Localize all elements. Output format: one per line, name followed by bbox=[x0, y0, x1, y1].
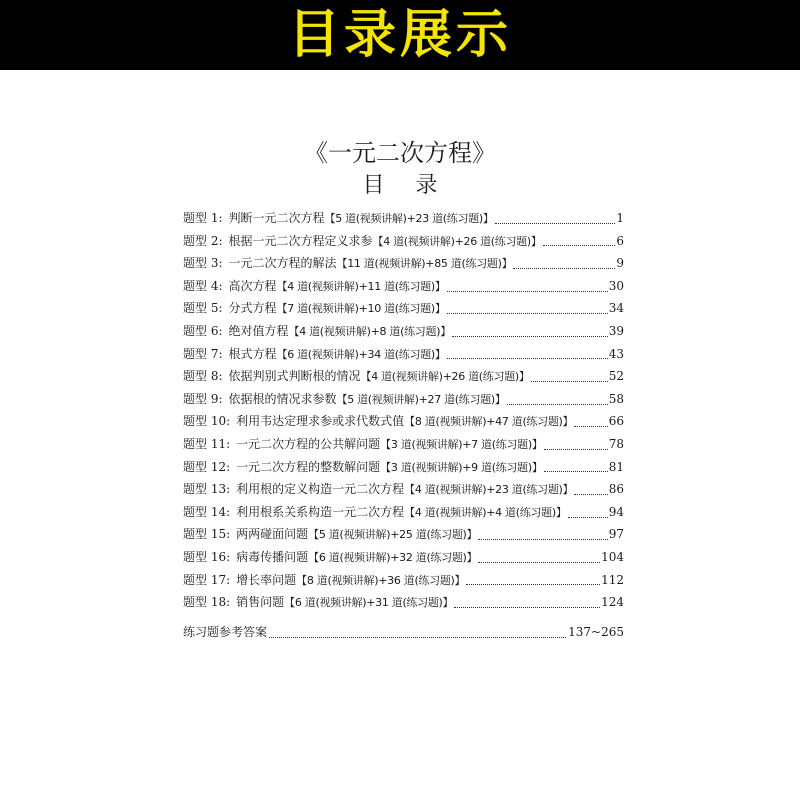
toc-entry-note: 【4 道(视频讲解)+26 道(练习题)】 bbox=[372, 234, 542, 248]
toc-entry-page: 58 bbox=[608, 391, 624, 406]
toc-entry-label: 题型 7: bbox=[183, 346, 223, 361]
toc-entry bbox=[183, 343, 624, 366]
answers-entry bbox=[183, 622, 624, 642]
toc-entry-title: 利用根系关系构造一元二次方程 bbox=[236, 504, 405, 519]
toc-entry-note: 【4 道(视频讲解)+8 道(练习题)】 bbox=[288, 324, 451, 338]
toc-entry-title: 利用根的定义构造一元二次方程 bbox=[236, 482, 405, 497]
toc-entry-label: 题型 9: bbox=[183, 391, 223, 406]
toc-entry bbox=[183, 207, 624, 230]
dot-leader bbox=[544, 471, 608, 472]
toc-entry-note: 【8 道(视频讲解)+47 道(练习题)】 bbox=[404, 415, 574, 429]
toc-entry-label: 题型 3: bbox=[183, 256, 223, 271]
toc-entry-page: 94 bbox=[608, 504, 624, 519]
dot-leader bbox=[447, 291, 608, 292]
dot-leader bbox=[507, 404, 608, 405]
toc-entry-note: 【5 道(视频讲解)+23 道(练习题)】 bbox=[324, 212, 494, 225]
answers-title: 练习题参考答案 bbox=[183, 625, 268, 639]
toc-entry-note: 【4 道(视频讲解)+4 道(练习题)】 bbox=[404, 505, 567, 519]
toc-entry-note: 【3 道(视频讲解)+7 道(练习题)】 bbox=[380, 437, 543, 451]
toc-entry bbox=[183, 523, 624, 546]
dot-leader bbox=[466, 584, 600, 585]
toc-entry-note: 【5 道(视频讲解)+27 道(练习题)】 bbox=[336, 392, 506, 406]
toc-entry-note: 【3 道(视频讲解)+9 道(练习题)】 bbox=[380, 460, 543, 474]
dot-leader bbox=[544, 449, 608, 450]
document-title: 《一元二次方程》 bbox=[304, 139, 496, 167]
toc-entry-label: 题型 11: bbox=[183, 436, 231, 451]
toc-entry-label: 题型 13: bbox=[183, 482, 231, 497]
toc-entry bbox=[183, 275, 624, 298]
toc-entry-note: 【5 道(视频讲解)+25 道(练习题)】 bbox=[308, 528, 478, 542]
toc-entry-title: 增长率问题 bbox=[236, 572, 297, 587]
toc-entry-label: 题型 1: bbox=[183, 211, 223, 225]
toc-entry bbox=[183, 433, 624, 456]
toc-entry-title: 利用韦达定理求参或求代数式值 bbox=[236, 414, 405, 429]
toc-entry-label: 题型 5: bbox=[183, 301, 223, 316]
dot-leader bbox=[574, 494, 607, 495]
toc-entry bbox=[183, 365, 624, 388]
toc-entry bbox=[183, 546, 624, 569]
toc-entry-page: 39 bbox=[608, 323, 624, 338]
toc-entry-page: 34 bbox=[608, 301, 624, 316]
toc-entry bbox=[183, 230, 624, 253]
toc-entry-title: 销售问题 bbox=[236, 595, 285, 610]
toc-entry-title: 依据判别式判断根的情况 bbox=[228, 369, 361, 384]
toc-entry-note: 【6 道(视频讲解)+32 道(练习题)】 bbox=[308, 550, 478, 564]
toc-entry-label: 题型 18: bbox=[183, 595, 231, 610]
answers-page: 137~265 bbox=[568, 625, 624, 639]
dot-leader bbox=[269, 637, 566, 638]
dot-leader bbox=[574, 426, 607, 427]
toc-entry-note: 【6 道(视频讲解)+31 道(练习题)】 bbox=[284, 596, 454, 610]
toc-entry bbox=[183, 591, 624, 614]
toc-entry-page: 112 bbox=[601, 572, 624, 587]
toc-entry-label: 题型 15: bbox=[183, 527, 231, 542]
toc-entry-title: 分式方程 bbox=[228, 301, 277, 316]
toc-entry-page: 30 bbox=[608, 278, 624, 293]
dot-leader bbox=[495, 223, 616, 224]
dot-leader bbox=[454, 607, 600, 608]
toc-entry-title: 判断一元二次方程 bbox=[228, 211, 325, 225]
toc-entry-title: 一元二次方程的整数解问题 bbox=[236, 459, 381, 474]
toc-entry-label: 题型 6: bbox=[183, 323, 223, 338]
document-subtitle: 目 录 bbox=[362, 173, 450, 198]
toc-entry-note: 【4 道(视频讲解)+23 道(练习题)】 bbox=[404, 483, 574, 497]
toc-entry-label: 题型 8: bbox=[183, 369, 223, 384]
dot-leader bbox=[543, 245, 616, 246]
toc-entry-label: 题型 17: bbox=[183, 572, 231, 587]
toc-entry-page: 6 bbox=[616, 233, 624, 248]
toc-entry bbox=[183, 297, 624, 320]
toc-entry-note: 【8 道(视频讲解)+36 道(练习题)】 bbox=[296, 573, 466, 587]
toc-entry-page: 86 bbox=[608, 482, 624, 497]
dot-leader bbox=[447, 313, 608, 314]
toc-entry-page: 97 bbox=[608, 527, 624, 542]
toc-entry-title: 一元二次方程的解法 bbox=[228, 256, 337, 271]
toc-entry bbox=[183, 410, 624, 433]
toc-entry-label: 题型 12: bbox=[183, 459, 231, 474]
dot-leader bbox=[531, 381, 608, 382]
toc-entry bbox=[183, 320, 624, 343]
dot-leader bbox=[513, 268, 615, 269]
dot-leader bbox=[447, 358, 608, 359]
toc-entry-page: 43 bbox=[608, 346, 624, 361]
toc-entry-title: 高次方程 bbox=[228, 278, 277, 293]
toc-entry-page: 81 bbox=[608, 459, 624, 474]
dot-leader bbox=[478, 539, 607, 540]
toc-entry-label: 题型 14: bbox=[183, 504, 231, 519]
toc-entry-label: 题型 4: bbox=[183, 278, 223, 293]
banner bbox=[0, 0, 800, 70]
dot-leader bbox=[452, 336, 608, 337]
table-of-contents bbox=[183, 207, 624, 614]
toc-entry-page: 1 bbox=[616, 211, 624, 225]
toc-entry bbox=[183, 252, 624, 275]
toc-entry-page: 104 bbox=[601, 549, 624, 564]
toc-entry bbox=[183, 501, 624, 524]
toc-entry-note: 【6 道(视频讲解)+34 道(练习题)】 bbox=[276, 347, 446, 361]
toc-entry bbox=[183, 456, 624, 479]
toc-entry-page: 66 bbox=[608, 414, 624, 429]
toc-entry-label: 题型 2: bbox=[183, 233, 223, 248]
toc-entry-note: 【7 道(视频讲解)+10 道(练习题)】 bbox=[276, 302, 446, 316]
dot-leader bbox=[478, 562, 600, 563]
toc-entry-title: 依据根的情况求参数 bbox=[228, 391, 337, 406]
toc-entry-note: 【4 道(视频讲解)+11 道(练习题)】 bbox=[276, 279, 446, 293]
toc-entry bbox=[183, 478, 624, 501]
toc-entry-title: 根式方程 bbox=[228, 346, 277, 361]
toc-entry-title: 绝对值方程 bbox=[228, 323, 289, 338]
toc-entry bbox=[183, 388, 624, 411]
toc-entry-page: 9 bbox=[616, 256, 624, 271]
toc-entry bbox=[183, 569, 624, 592]
banner-title: 目录展示 bbox=[287, 5, 512, 65]
toc-entry-title: 病毒传播问题 bbox=[236, 549, 309, 564]
toc-entry-note: 【11 道(视频讲解)+85 道(练习题)】 bbox=[336, 257, 513, 271]
toc-entry-note: 【4 道(视频讲解)+26 道(练习题)】 bbox=[360, 370, 530, 384]
toc-entry-page: 52 bbox=[608, 369, 624, 384]
toc-entry-label: 题型 16: bbox=[183, 549, 231, 564]
toc-entry-title: 一元二次方程的公共解问题 bbox=[236, 436, 381, 451]
toc-entry-label: 题型 10: bbox=[183, 414, 231, 429]
toc-entry-page: 78 bbox=[608, 436, 624, 451]
toc-entry-page: 124 bbox=[601, 595, 624, 610]
toc-entry-title: 根据一元二次方程定义求参 bbox=[228, 233, 373, 248]
dot-leader bbox=[568, 517, 608, 518]
toc-entry-title: 两两碰面问题 bbox=[236, 527, 309, 542]
